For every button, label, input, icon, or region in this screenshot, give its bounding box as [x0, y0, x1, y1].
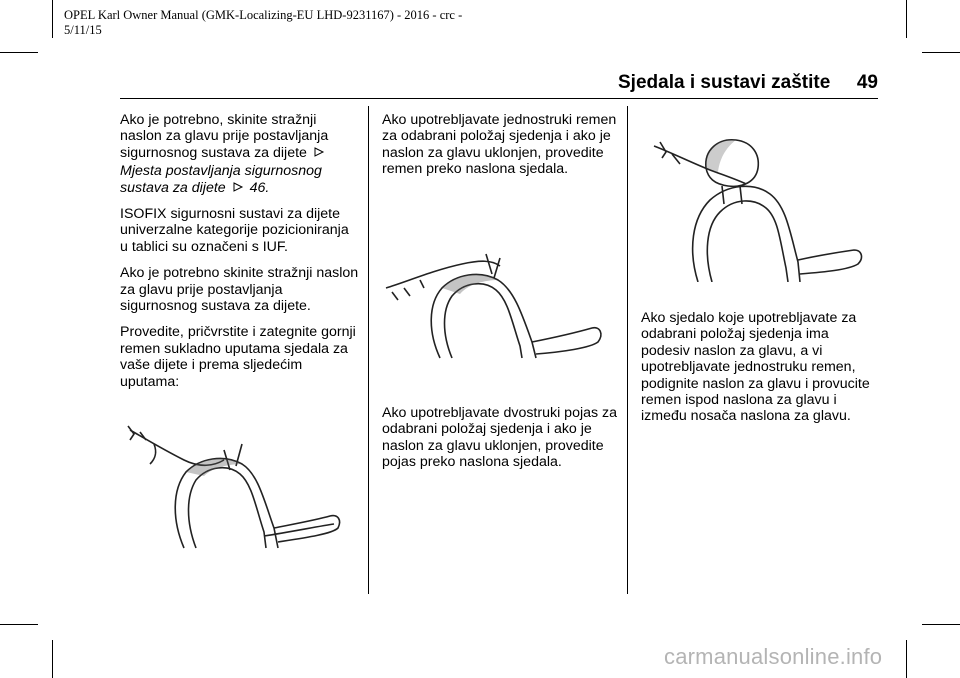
paragraph: Ako upotrebljavate dvostruki pojas za odabrani položaj sjedenja i ako je naslon za glavu uklonjen, provedite pojas preko naslona sjedala.: [382, 405, 618, 471]
cross-reference[interactable]: Mjesta postavljanja sigurnosnog sustava za dijete 46.: [120, 163, 322, 196]
crop-mark: [922, 624, 960, 625]
paragraph: [120, 112, 360, 161]
column-divider: [627, 106, 628, 594]
paragraph: ISOFIX sigurnosni sustavi za dijete univerzalne kategorije pozicioniranja u tablici su označeni s IUF.: [120, 206, 349, 255]
running-header: [618, 72, 878, 94]
slug-line-1: OPEL Karl Owner Manual (GMK-Localizing-EU LHD-9231167) - 2016 - crc -: [64, 8, 463, 22]
page-reference-icon: [232, 181, 244, 193]
crop-mark: [0, 52, 38, 53]
paragraph-text: Ako je potrebno, skinite stražnji naslon za glavu prije postavljanja sigurnosnog sustava za dijete: [120, 112, 329, 161]
middle-column-lower: [382, 405, 622, 481]
header-rule: [120, 98, 878, 99]
crop-mark: [52, 640, 53, 678]
section-title: Sjedala i sustavi zaštite: [618, 72, 831, 93]
crop-mark: [52, 0, 53, 38]
right-column: [641, 310, 881, 435]
paragraph: Ako upotrebljavate jednostruki remen za odabrani položaj sjedenja i ako je naslon za glavu uklonjen, provedite remen preko naslona sjedala.: [382, 112, 617, 178]
middle-column: [382, 112, 622, 188]
slug-line-2: 5/11/15: [64, 23, 102, 37]
single-tether-over-seatback-figure: [382, 248, 606, 360]
tether-under-headrest-figure: [650, 132, 870, 282]
crop-mark: [922, 52, 960, 53]
watermark: carmanualsonline.info: [664, 644, 883, 669]
column-divider: [368, 106, 369, 594]
crop-mark: [906, 640, 907, 678]
print-slug: [64, 8, 462, 38]
crop-mark: [906, 0, 907, 38]
left-column: [120, 112, 360, 400]
paragraph: Provedite, pričvrstite i zategnite gornji remen sukladno uputama sjedala za vaše dijete i prema sljedećim uputama:: [120, 324, 356, 390]
tether-over-seatback-figure: [124, 420, 350, 554]
cross-reference-text[interactable]: Mjesta postavljanja sigurnosnog sustava za dijete: [120, 163, 322, 196]
page-reference-icon: [313, 146, 325, 158]
paragraph: Ako je potrebno skinite stražnji naslon za glavu prije postavljanja sigurnosnog sustava za dijete.: [120, 265, 359, 315]
paragraph: Ako sjedalo koje upotrebljavate za odabrani položaj sjedenja ima podesiv naslon za glavu, a vi upotrebljavate jednostruku remen, podignite naslon za glavu i provucite remen ispod naslona za glavu i između nosača naslona za glavu.: [641, 310, 870, 425]
cross-reference-page[interactable]: 46: [249, 179, 266, 196]
page-number: 49: [856, 72, 878, 93]
crop-mark: [0, 624, 38, 625]
